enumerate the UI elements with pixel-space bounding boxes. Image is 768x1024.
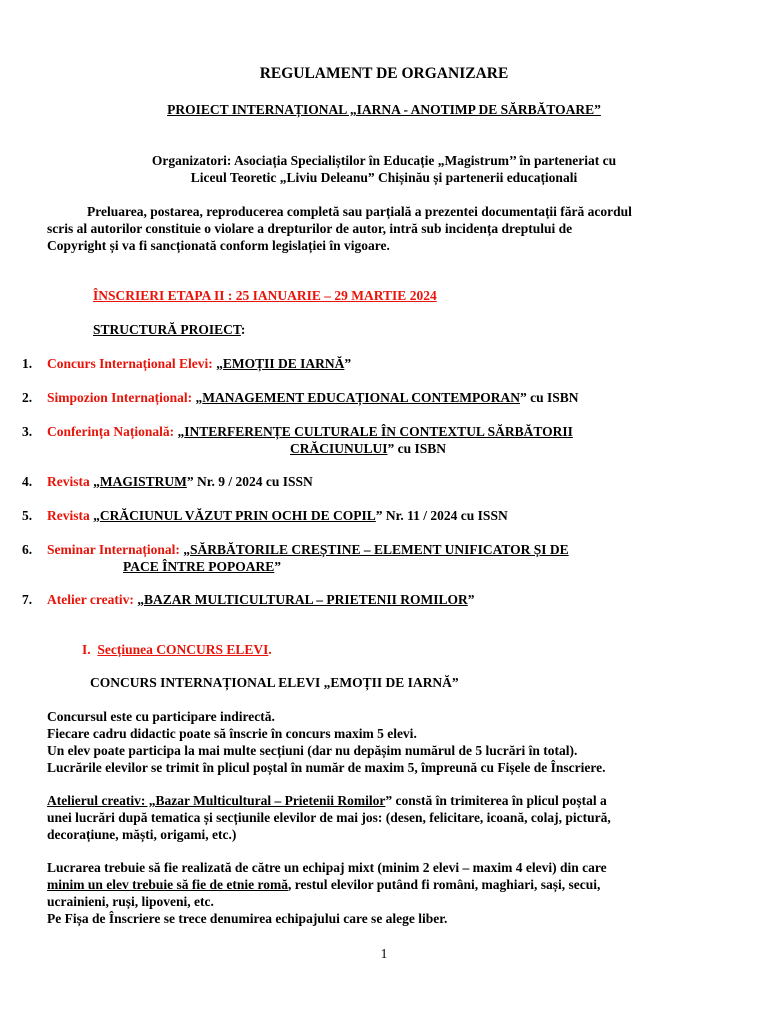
item-number: 3. [22, 424, 33, 439]
item-title-continued: PACE ÎNTRE POPOARE [123, 559, 275, 574]
rule-line: Un elev poate participa la mai multe secțiuni (dar nu depășim numărul de 5 lucrări în total). [47, 743, 578, 758]
item-label: Simpozion Internațional: [47, 390, 196, 405]
item-label: Seminar Internațional: [47, 542, 184, 557]
item-number: 1. [22, 356, 33, 371]
item-label: Conferința Națională: [47, 424, 178, 439]
document-page: REGULAMENT DE ORGANIZARE PROIECT INTERNAȚIONAL „IARNA - ANOTIMP DE SĂRBĂTOARE” Organizatori: Asociația Specialiștilor în Educație „Magistrum’’ în parteneriat cu Liceul Teoretic „Liviu Deleanu” Chișinău și partenerii educaționali Preluarea, postarea, reproducerea completă sau parțială a prezentei documentații fără acordul scris al autorilor constituie o violare a drepturilor de autor, intră sub incidența dreptului de Copyright și va fi sancționată conform legislației în vigoare. ÎNSCRIERI ETAPA II : 25 IANUARIE – 29 MARTIE 2024 STRUCTURĂ PROIECT: 1. Concurs Internațional Elevi: „EMOȚII DE IARNĂ” 2. Simpozion Internațional: „MANAGEMENT EDUCAȚIONAL CONTEMPORAN” cu ISBN 3. Conferința Națională: „INTERFERENȚE CULTURALE ÎN CONTEXTUL SĂRBĂTORII CRĂCIUNULUI” cu ISBN 4. Revista „MAGISTRUM” Nr. 9 / 2024 cu ISSN 5. Revista „CRĂCIUNUL VĂZUT PRIN OCHI DE COPIL” Nr. 11 / 2024 cu ISSN 6. Seminar Internațional: „SĂRBĂTORILE CREȘTINE – ELEMENT UNIFICATOR ȘI DE PACE ÎNTRE POPOARE” 7. Atelier creativ: „BAZAR MULTICULTURAL – PRIETENII ROMILOR” I. Secțiunea CONCURS ELEVI. CONCURS INTERNAȚIONAL ELEVI „EMOȚII DE IARNĂ” Concursul este cu participare indirectă. Fiecare cadru didactic poate să înscrie în concurs maxim 5 elevi. Un elev poate participa la mai multe secțiuni (dar nu depășim numărul de 5 lucrări în total). Lucrările elevilor se trimit în plicul poștal în număr de maxim 5, împreună cu Fișele de Înscriere. Atelierul creativ: „Bazar Multicultural – Prietenii Romilor” constă în trimiterea în plicul poștal a unei lucrări după tematica și secțiunile elevilor de mai jos: (desen, felicitare, icoană, colaj, pictură, decorațiune, măști, origami, etc.) Lucrarea trebuie să fie realizată de către un echipaj mixt (minim 2 elevi – maxim 4 elevi) din care minim un elev trebuie să fie de etnie romă, restul elevilor putând fi români, maghiari, sași, secui, ucrainieni, ruși, lipoveni, etc. Pe Fișa de Înscriere se trece denumirea echipajului care se alege liber. 1 [0, 0, 768, 1024]
page-title: REGULAMENT DE ORGANIZARE [259, 65, 509, 82]
item-title: SĂRBĂTORILE CREȘTINE – ELEMENT UNIFICATOR ȘI DE [190, 542, 569, 557]
atelier-rest: ” constă în trimiterea în plicul poștal a [385, 793, 607, 808]
section-roman: I. [82, 642, 91, 657]
organizers-line-1: Organizatori: Asociația Specialiștilor în Educație „Magistrum’’ în parteneriat cu [151, 153, 617, 168]
item-title: BAZAR MULTICULTURAL – PRIETENII ROMILOR [143, 592, 468, 607]
item-title: EMOȚII DE IARNĂ [222, 356, 345, 371]
atelier-underlined: Atelierul creativ: „Bazar Multicultural – Prietenii Romilor [47, 793, 386, 808]
item-number: 2. [22, 390, 33, 405]
team-block [47, 859, 737, 927]
organizers-block [0, 152, 768, 186]
team-rest: , restul elevilor putând fi români, maghiari, sași, secui, [287, 877, 601, 892]
rule-line: Fiecare cadru didactic poate să înscrie în concurs maxim 5 elevi. [47, 726, 417, 741]
atelier-line-2: unei lucrări după tematica și secțiunile elevilor de mai jos: (desen, felicitare, icoană, colaj, pictură, [47, 810, 611, 825]
copyright-notice [47, 203, 727, 254]
structure-heading-colon: : [240, 322, 246, 337]
item-label: Atelier creativ: [47, 592, 138, 607]
structure-heading [93, 321, 245, 338]
copyright-line-3: Copyright și va fi sancționată conform legislației în vigoare. [47, 238, 390, 253]
atelier-block [47, 792, 737, 843]
item-title: INTERFERENȚE CULTURALE ÎN CONTEXTUL SĂRBĂTORII [184, 424, 573, 439]
item-label: Revista [47, 508, 94, 523]
team-line-4: Pe Fișa de Înscriere se trece denumirea echipajului care se alege liber. [47, 911, 448, 926]
section-title: Secțiunea CONCURS ELEVI [97, 642, 269, 657]
item-title: MANAGEMENT EDUCAȚIONAL CONTEMPORAN [202, 390, 521, 405]
organizers-line-2: Liceul Teoretic „Liviu Deleanu” Chișinău și partenerii educaționali [190, 170, 578, 185]
team-line-1: Lucrarea trebuie să fie realizată de către un echipaj mixt (minim 2 elevi – maxim 4 elevi) din care [47, 860, 607, 875]
item-label: Revista [47, 474, 94, 489]
item-title: MAGISTRUM [99, 474, 187, 489]
contest-heading: CONCURS INTERNAȚIONAL ELEVI „EMOȚII DE IARNĂ” [90, 675, 459, 690]
rule-line: Lucrările elevilor se trimit în plicul poștal în număr de maxim 5, împreună cu Fișele de Înscriere. [47, 760, 606, 775]
item-number: 5. [22, 508, 33, 523]
project-subtitle: PROIECT INTERNAȚIONAL „IARNA - ANOTIMP DE SĂRBĂTOARE” [167, 102, 601, 117]
atelier-line-3: decorațiune, măști, origami, etc.) [47, 827, 237, 842]
item-number: 6. [22, 542, 33, 557]
registration-period: ÎNSCRIERI ETAPA II : 25 IANUARIE – 29 MARTIE 2024 [93, 288, 437, 303]
copyright-line-2: scris al autorilor constituie o violare a drepturilor de autor, intră sub incidența dreptului de [47, 221, 573, 236]
item-number: 7. [22, 592, 33, 607]
rule-line: Concursul este cu participare indirectă. [47, 709, 275, 724]
copyright-line-1: Preluarea, postarea, reproducerea completă sau parțială a prezentei documentații fără acordul [87, 204, 632, 219]
item-title-continued: CRĂCIUNULUI [290, 441, 388, 456]
rules-block [47, 708, 737, 776]
item-title: CRĂCIUNUL VĂZUT PRIN OCHI DE COPIL [99, 508, 376, 523]
section-heading: I. Secțiunea CONCURS ELEVI. [82, 642, 272, 657]
item-label: Concurs Internațional Elevi: [47, 356, 217, 371]
structure-heading-text: STRUCTURĂ PROIECT [93, 322, 241, 337]
page-number: 1 [380, 946, 388, 961]
team-line-3: ucrainieni, ruși, lipoveni, etc. [47, 894, 214, 909]
item-number: 4. [22, 474, 33, 489]
team-underlined: minim un elev trebuie să fie de etnie romă [47, 877, 288, 892]
